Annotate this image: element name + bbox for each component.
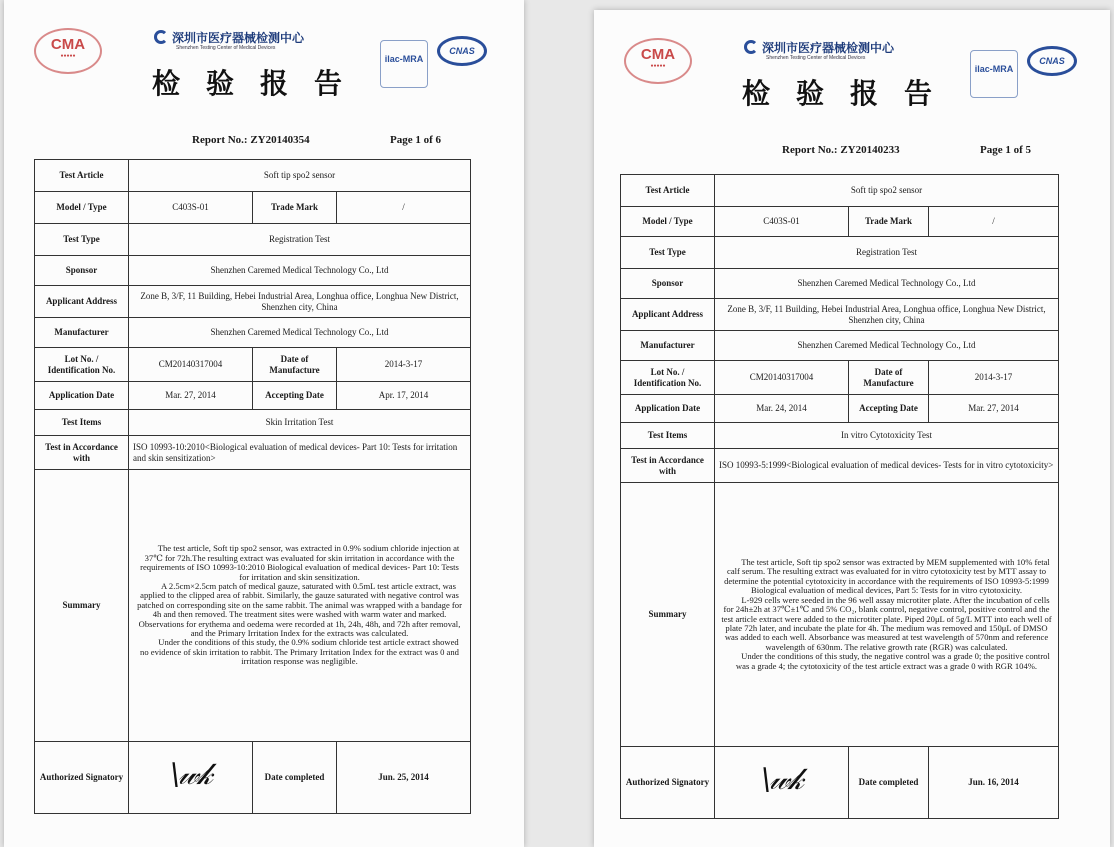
value-test-items: Skin Irritation Test (129, 410, 471, 436)
value-model-type: C403S-01 (715, 207, 849, 237)
value-summary (715, 483, 1059, 747)
summary-paragraph: L-929 cells were seeded in the 96 well assay microtiter plate. After the incubation of cells for 24h±2h at 37℃±1℃ and 5% CO₂, blank control, negative control, positive control and the test article extract were added to the microtiter plate. Piped 20μL of 5g/L MTT into each well of plate 72h later, and incubate the plate for 4h. The medium was removed and 150μL of DMSO was added to each well. Absorbance was measured at test wavelength of 570nm and reference wavelength of 630nm. The relative growth rate (RGR) was calculated. (721, 594, 1052, 652)
label-test-type: Test Type (35, 224, 129, 256)
report-number: Report No.: ZY20140354 (192, 134, 310, 146)
label-summary: Summary (621, 483, 715, 747)
label-trade-mark: Trade Mark (849, 207, 929, 237)
value-test-type: Registration Test (715, 237, 1059, 269)
label-summary: Summary (35, 470, 129, 742)
label-sponsor: Sponsor (621, 269, 715, 299)
label-application-date: Application Date (35, 382, 129, 410)
value-lot-no: CM20140317004 (129, 348, 253, 382)
label-sponsor: Sponsor (35, 256, 129, 286)
value-applicant-address: Zone B, 3/F, 11 Building, Hebei Industrial Area, Longhua office, Longhua New District, Shenzhen city, China (715, 299, 1059, 331)
label-test-items: Test Items (35, 410, 129, 436)
label-accepting-date: Accepting Date (849, 395, 929, 423)
label-test-in-accordance: Test in Accordance with (621, 449, 715, 483)
report-title: 检验报告 (742, 77, 959, 110)
report-table (620, 174, 1059, 819)
signature (715, 747, 849, 819)
page-number: Page 1 of 5 (980, 144, 1032, 156)
label-date-of-manufacture: Date of Manufacture (849, 361, 929, 395)
label-accepting-date: Accepting Date (253, 382, 337, 410)
cma-seal-icon: CMA ●●●●● (34, 28, 102, 74)
label-authorized-signatory: Authorized Signatory (35, 742, 129, 814)
signature-icon: \𝓌𝓀 (761, 761, 802, 797)
testing-center-name: 深圳市医疗器械检测中心 Shenzhen Testing Center of Medical Devices (744, 38, 954, 61)
value-manufacturer: Shenzhen Caremed Medical Technology Co., Ltd (715, 331, 1059, 361)
ilac-mra-logo-icon: ilac-MRA (380, 40, 428, 88)
value-test-items: In vitro Cytotoxicity Test (715, 423, 1059, 449)
summary-paragraph: The test article, Soft tip spo2 sensor was extracted by MEM supplemented with 10% fetal calf serum. The resulting extract was evaluated for in vitro cytotoxicity test by MTT assay to determine the potential cytotoxicity in accordance with the requirements of ISO 10993-5:1999 Biological evaluation of medical devices, Part 5: Tests for in vitro cytotoxicity. (724, 557, 1050, 596)
summary-paragraph: Under the conditions of this study, the negative control was a grade 0; the positive control was a grade 4; the cytotoxicity of the test article extract was a grade 0 with RGR 104%. (735, 651, 1050, 671)
value-date-of-manufacture: 2014-3-17 (337, 348, 471, 382)
cma-seal-icon: CMA ●●●●● (624, 38, 692, 84)
center-logo-icon (744, 40, 758, 54)
label-lot-no: Lot No. / Identification No. (621, 361, 715, 395)
value-trade-mark: / (929, 207, 1059, 237)
value-summary (129, 470, 471, 742)
value-date-completed: Jun. 16, 2014 (929, 747, 1059, 819)
label-manufacturer: Manufacturer (35, 318, 129, 348)
value-lot-no: CM20140317004 (715, 361, 849, 395)
value-sponsor: Shenzhen Caremed Medical Technology Co., Ltd (715, 269, 1059, 299)
label-application-date: Application Date (621, 395, 715, 423)
signature (129, 742, 253, 814)
label-test-in-accordance: Test in Accordance with (35, 436, 129, 470)
label-applicant-address: Applicant Address (35, 286, 129, 318)
label-date-completed: Date completed (253, 742, 337, 814)
page-number: Page 1 of 6 (390, 134, 442, 146)
label-lot-no: Lot No. / Identification No. (35, 348, 129, 382)
value-test-in-accordance: ISO 10993-5:1999<Biological evaluation of medical devices- Tests for in vitro cytotoxicity> (715, 449, 1059, 483)
label-test-items: Test Items (621, 423, 715, 449)
cnas-logo-icon: CNAS (1024, 46, 1080, 96)
value-manufacturer: Shenzhen Caremed Medical Technology Co., Ltd (129, 318, 471, 348)
value-accepting-date: Mar. 27, 2014 (929, 395, 1059, 423)
label-model-type: Model / Type (621, 207, 715, 237)
value-applicant-address: Zone B, 3/F, 11 Building, Hebei Industrial Area, Longhua office, Longhua New District, Shenzhen city, China (129, 286, 471, 318)
value-test-type: Registration Test (129, 224, 471, 256)
cnas-logo-icon: CNAS (434, 36, 490, 86)
label-test-article: Test Article (621, 175, 715, 207)
value-date-completed: Jun. 25, 2014 (337, 742, 471, 814)
report-number: Report No.: ZY20140233 (782, 144, 900, 156)
value-accepting-date: Apr. 17, 2014 (337, 382, 471, 410)
label-test-article: Test Article (35, 160, 129, 192)
label-authorized-signatory: Authorized Signatory (621, 747, 715, 819)
value-application-date: Mar. 27, 2014 (129, 382, 253, 410)
report-header (594, 10, 1110, 120)
testing-center-name: 深圳市医疗器械检测中心 Shenzhen Testing Center of Medical Devices (154, 28, 364, 51)
ilac-mra-logo-icon: ilac-MRA (970, 50, 1018, 98)
report-header (4, 0, 524, 110)
label-applicant-address: Applicant Address (621, 299, 715, 331)
summary-paragraph: A 2.5cm×2.5cm patch of medical gauze, saturated with 0.5mL test article extract, was applied to the clipped area of rabbit. Similarly, the gauze saturated with negative control was patched on corresponding site on the same rabbit. The animal was wrapped with a bandage for 4h and then removed. The treatment sites were washed with warm water and marked. Observations for erythema and oedema were recorded at 1h, 24h, 48h, and 72h after removal, and the Primary Irritation Index for the extracts was calculated. (137, 580, 462, 639)
report-table (34, 159, 471, 814)
signature-icon: \𝓌𝓀 (170, 756, 211, 792)
label-test-type: Test Type (621, 237, 715, 269)
value-date-of-manufacture: 2014-3-17 (929, 361, 1059, 395)
value-test-in-accordance: ISO 10993-10:2010<Biological evaluation of medical devices- Part 10: Tests for irritation and skin sensitization> (129, 436, 471, 470)
label-manufacturer: Manufacturer (621, 331, 715, 361)
summary-paragraph: Under the conditions of this study, the 0.9% sodium chloride test article extract showed no evidence of skin irritation to rabbit. The Primary Irritation Index for the extract was 0 and irritation response was negligible. (140, 637, 459, 667)
value-application-date: Mar. 24, 2014 (715, 395, 849, 423)
report-page-left (4, 0, 524, 847)
label-date-completed: Date completed (849, 747, 929, 819)
value-sponsor: Shenzhen Caremed Medical Technology Co., Ltd (129, 256, 471, 286)
center-logo-icon (154, 30, 168, 44)
label-date-of-manufacture: Date of Manufacture (253, 348, 337, 382)
value-test-article: Soft tip spo2 sensor (129, 160, 471, 192)
value-model-type: C403S-01 (129, 192, 253, 224)
value-trade-mark: / (337, 192, 471, 224)
summary-paragraph: The test article, Soft tip spo2 sensor, was extracted in 0.9% sodium chloride injection at 37℃ for 72h.The resulting extract was evaluated for skin irritation in accordance with the requirements of ISO 10993-10:2010 Biological evaluation of medical devices- Part 10: Tests for irritation and skin sensitization. (140, 543, 460, 582)
report-title: 检验报告 (152, 67, 369, 100)
label-trade-mark: Trade Mark (253, 192, 337, 224)
report-page-right (594, 10, 1110, 847)
label-model-type: Model / Type (35, 192, 129, 224)
value-test-article: Soft tip spo2 sensor (715, 175, 1059, 207)
